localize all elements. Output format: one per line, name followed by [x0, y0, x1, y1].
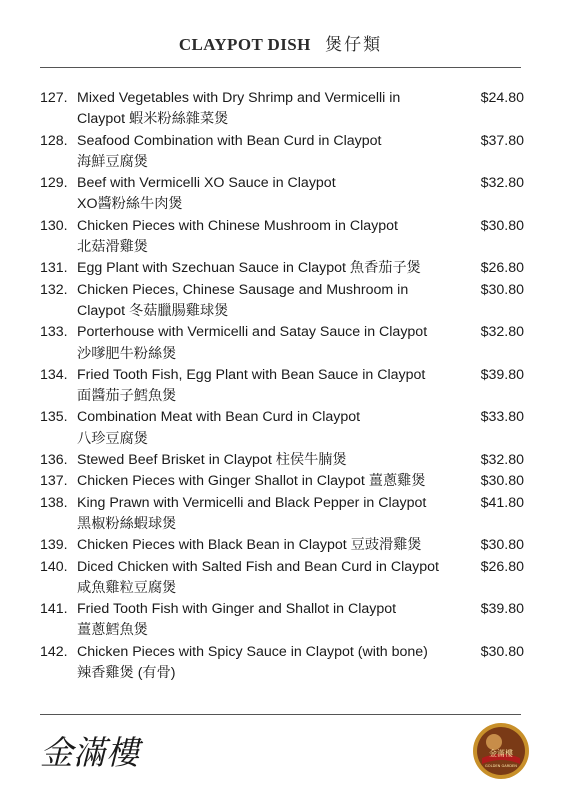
menu-item-price: $26.80 [480, 260, 524, 277]
menu-item-name: Stewed Beef Brisket in Claypot 柱侯牛腩煲 [77, 452, 347, 469]
menu-item-line [40, 471, 458, 492]
menu-item-subtitle: 辣香雞煲 (有骨) [77, 665, 176, 682]
menu-item-name: Porterhouse with Vermicelli and Satay Sauce in Claypot [77, 324, 428, 341]
menu-item-line [40, 173, 458, 194]
menu-item-number: 133. [40, 324, 68, 341]
restaurant-logo [40, 730, 170, 772]
menu-item-subtitle: 北菇滑雞煲 [77, 239, 148, 256]
menu-item-line [40, 131, 458, 152]
menu-item-price: $30.80 [480, 537, 524, 554]
restaurant-emblem-icon [472, 722, 530, 780]
menu-item [40, 322, 524, 365]
menu-item-price: $30.80 [480, 281, 524, 298]
menu-item [40, 599, 524, 642]
menu-item [40, 88, 524, 131]
menu-item [40, 173, 524, 216]
menu-item-name: Seafood Combination with Bean Curd in Claypot [77, 132, 382, 149]
section-title: CLAYPOT DISH [178, 35, 311, 54]
menu-item [40, 535, 524, 556]
menu-item-price: $39.80 [480, 366, 524, 383]
menu-item-number: 134. [40, 366, 68, 383]
menu-item-price: $30.80 [480, 643, 524, 660]
menu-item-price: $30.80 [480, 217, 524, 234]
menu-item [40, 258, 524, 279]
menu-item-price: $26.80 [480, 558, 524, 575]
menu-item-name: Chicken Pieces with Ginger Shallot in Claypot 薑蔥雞煲 [77, 473, 426, 490]
menu-item-line [40, 599, 458, 620]
menu-item-number: 135. [40, 409, 68, 426]
menu-item-number: 141. [40, 601, 68, 618]
menu-item-name: Diced Chicken with Salted Fish and Bean Curd in Claypot [77, 558, 439, 575]
menu-item-line [40, 88, 458, 109]
menu-item-subtitle: 沙嗲肥牛粉絲煲 [77, 345, 177, 362]
menu-item-name: Chicken Pieces, Chinese Sausage and Mushroom in [77, 281, 409, 298]
menu-item-name: Egg Plant with Szechuan Sauce in Claypot 魚香茄子煲 [77, 260, 421, 277]
menu-item-price: $37.80 [480, 132, 524, 149]
menu-item-subtitle: 面醬茄子鱈魚煲 [77, 388, 177, 405]
emblem-text: 金滿樓 [489, 749, 513, 758]
menu-item-number: 128. [40, 132, 68, 149]
restaurant-logo-text: 金滿樓 [40, 733, 139, 772]
menu-item-name: Chicken Pieces with Chinese Mushroom in Claypot [77, 217, 398, 234]
menu-item-name: Fried Tooth Fish with Ginger and Shallot in Claypot [77, 601, 397, 618]
menu-item-price: $24.80 [480, 90, 524, 106]
menu-item-name: Mixed Vegetables with Dry Shrimp and Vermicelli in [77, 90, 401, 106]
menu-item-name: Chicken Pieces with Black Bean in Claypot 豆豉滑雞煲 [77, 537, 422, 554]
menu-item-subtitle: 黑椒粉絲蝦球煲 [77, 515, 177, 532]
menu-item-price: $41.80 [480, 494, 524, 511]
menu-item [40, 131, 524, 174]
footer-divider [40, 714, 521, 715]
menu-item-number: 129. [40, 175, 68, 192]
menu-item-name: Combination Meat with Bean Curd in Claypot [77, 409, 361, 426]
menu-item-price: $30.80 [480, 473, 524, 490]
menu-item-line [40, 535, 458, 556]
menu-item-price: $32.80 [480, 175, 524, 192]
menu-item [40, 642, 524, 685]
menu-item-subtitle: XO醬粉絲牛肉煲 [77, 196, 183, 213]
menu-item-price: $39.80 [480, 601, 524, 618]
menu-item-line [40, 407, 458, 428]
menu-item-name: Beef with Vermicelli XO Sauce in Claypot [77, 175, 336, 192]
menu-item-line [40, 322, 458, 343]
section-title-chinese: 煲仔類 [325, 35, 383, 55]
menu-item-subtitle: 薑蔥鱈魚煲 [77, 622, 148, 639]
menu-item [40, 216, 524, 259]
menu-item-number: 130. [40, 217, 68, 234]
page-header [0, 30, 561, 55]
menu-item-line [40, 642, 458, 663]
menu-item [40, 280, 524, 323]
menu-item-number: 137. [40, 473, 68, 490]
menu-item-number: 138. [40, 494, 68, 511]
menu-item-line [40, 258, 458, 279]
menu-item-number: 142. [40, 643, 68, 660]
menu-item-number: 140. [40, 558, 68, 575]
menu-item-subtitle: Claypot 冬菇臘腸雞球煲 [77, 302, 229, 319]
menu-item-name: King Prawn with Vermicelli and Black Pepper in Claypot [77, 494, 427, 511]
menu-item-price: $32.80 [480, 452, 524, 469]
menu-item-line [40, 493, 458, 514]
menu-item-number: 139. [40, 537, 68, 554]
header-divider [40, 67, 521, 68]
menu-item-subtitle: 咸魚雞粒豆腐煲 [77, 579, 177, 596]
menu-item-number: 131. [40, 260, 68, 277]
emblem-highlight [486, 734, 502, 750]
menu-list [40, 88, 524, 684]
menu-item-number: 132. [40, 281, 68, 298]
menu-item-price: $33.80 [480, 409, 524, 426]
menu-item [40, 450, 524, 471]
menu-item [40, 493, 524, 536]
menu-item [40, 557, 524, 600]
menu-item-number: 127. [40, 90, 68, 106]
emblem-caption: GOLDEN GARDEN [485, 764, 517, 768]
menu-item-line [40, 557, 458, 578]
menu-item-line [40, 365, 458, 386]
menu-item [40, 407, 524, 450]
menu-item-subtitle: Claypot 蝦米粉絲雜菜煲 [77, 111, 229, 128]
menu-item-name: Chicken Pieces with Spicy Sauce in Claypot (with bone) [77, 643, 428, 660]
menu-item-price: $32.80 [480, 324, 524, 341]
menu-item-line [40, 450, 458, 471]
menu-item-number: 136. [40, 452, 68, 469]
menu-item-line [40, 216, 458, 237]
menu-item-subtitle: 海鮮豆腐煲 [77, 153, 148, 170]
menu-item [40, 365, 524, 408]
menu-item-line [40, 280, 458, 301]
menu-item-name: Fried Tooth Fish, Egg Plant with Bean Sauce in Claypot [77, 366, 426, 383]
menu-item [40, 471, 524, 492]
menu-item-subtitle: 八珍豆腐煲 [77, 430, 148, 447]
